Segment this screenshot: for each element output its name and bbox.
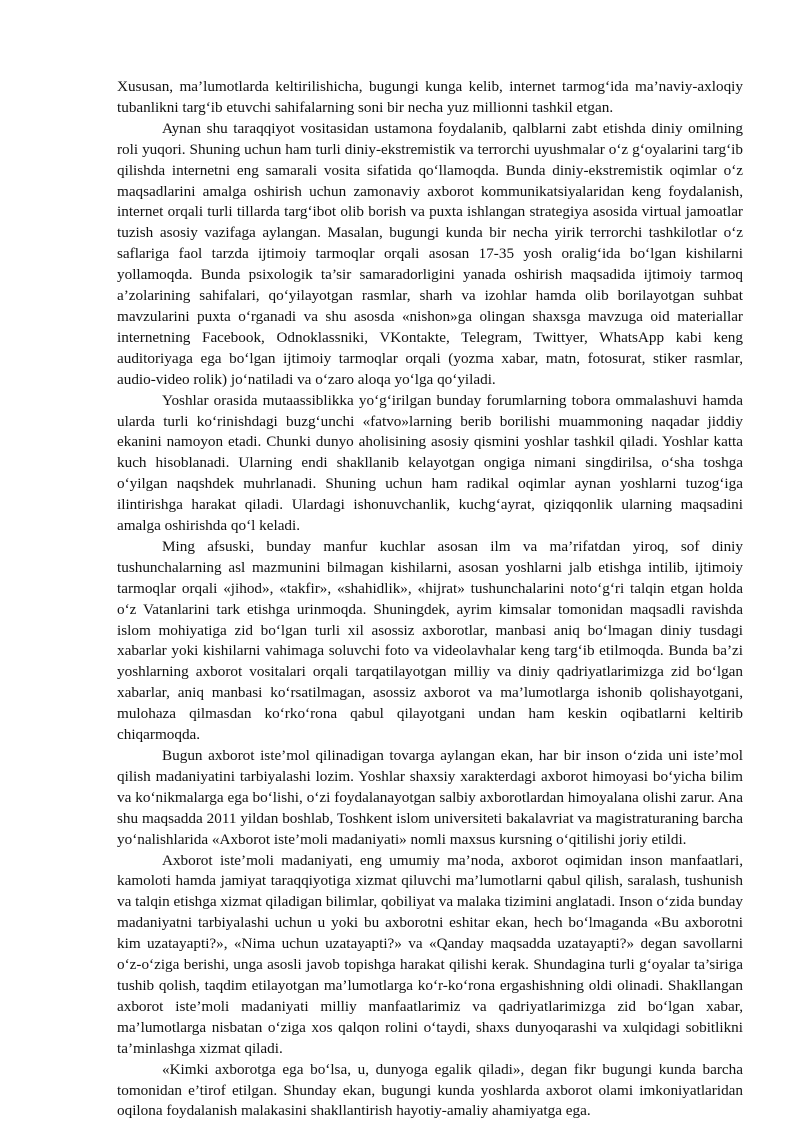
paragraph-2: Aynan shu taraqqiyot vositasidan ustamona foydalanib, qalblarni zabt etishda diniy omilning roli yuqori. Shuning uchun ham turli diniy-ekstremistik va terrorchi uyushmalar o‘z g‘oyalarini targ‘ib qilishda internetni eng samarali vosita sifatida qo‘llamoqda. Bunda diniy-ekstremistik oqimlar o‘z maqsadlarini amalga oshirish uchun zamonaviy axborot kommunikatsiyalaridan keng foydalanish, internet orqali turli tillarda targ‘ibot olib borish va puxta ishlangan strategiya asosida virtual jamoatlar tuzish asosiy vazifaga aylangan. Masalan, bugungi kunda bir necha yirik terrorchi tashkilotlar o‘z saflariga faol tarzda ijtimoiy tarmoqlar orqali asosan 17-35 yosh oralig‘ida bo‘lgan kishilarni yollamoqda. Bunda psixologik ta’sir samaradorligini yanada oshirish maqsadida ijtimoiy tarmoq a’zolarining sahifalari, qo‘yilayotgan rasmlar, sharh va izohlar hamda olib borilayotgan suhbat mavzularini puxta o‘rganadi va shu asosda «nishon»ga olingan shaxsga mavzuga oid materiallar internetning Facebook, Odnoklassniki, VKontakte, Telegram, Twittyer, WhatsApp kabi keng auditoriyaga ega bo‘lgan ijtimoiy tarmoqlar orqali (yozma xabar, matn, fotosurat, stiker rasmlar, audio-video rolik) jo‘natiladi va o‘zaro aloqa yo‘lga qo‘yiladi.	[117, 119, 743, 388]
paragraph-5: Bugun axborot iste’mol qilinadigan tovarga aylangan ekan, har bir inson o‘zida uni iste’mol qilish madaniyatini tarbiyalashi lozim. Yoshlar shaxsiy xarakterdagi axborot himoyasi bo‘yicha bilim va ko‘nikmalarga ega bo‘lishi, o‘zi foydalanayotgan salbiy axborotlardan himoyalana olishi zarur. Ana shu maqsadda 2011 yildan boshlab, Toshkent islom universiteti bakalavriat va magistraturaning barcha yo‘nalishlarida «Axborot iste’moli madaniyati» nomli maxsus kursning o‘qitilishi joriy etildi.	[117, 747, 743, 848]
paragraph-3: Yoshlar orasida mutaassiblikka yo‘g‘irilgan bunday forumlarning tobora ommalashuvi hamda ularda turli ko‘rinishdagi buzg‘unchi «fatvo»larning berib borilishi muammoning naqadar jiddiy ekanini namoyon etadi. Chunki dunyo aholisining asosiy qismini yoshlar tashkil qiladi. Yoshlar katta kuch hisoblanadi. Ularning endi shakllanib kelayotgan ongiga nimani singdirilsa, o‘sha toshga o‘yilgan naqshdek muhrlanadi. Shuning uchun ham radikal oqimlar aynan yoshlarni tuzog‘iga ilintirishga harakat qiladi. Ulardagi ishonuvchanlik, kuchg‘ayrat, qiziqqonlik ularning maqsadini amalga oshirishda qo‘l keladi.	[117, 391, 743, 535]
document-body	[117, 77, 743, 1122]
paragraph-1: Xususan, ma’lumotlarda keltirilishicha, bugungi kunga kelib, internet tarmog‘ida ma’naviy-axloqiy tubanlikni targ‘ib etuvchi sahifalarning soni bir necha yuz millionni tashkil etgan.	[117, 78, 743, 116]
paragraph-7: «Kimki axborotga ega bo‘lsa, u, dunyoga egalik qiladi», degan fikr bugungi kunda barcha tomonidan e’tirof etilgan. Shunday ekan, bugungi kunda yoshlarda axborot olami imkoniyatlaridan oqilona foydalanish malakasini shakllantirish hayotiy-amaliy ahamiyatga ega.	[117, 1060, 743, 1120]
paragraph-4: Ming afsuski, bunday manfur kuchlar asosan ilm va ma’rifatdan yiroq, sof diniy tushunchalarning asl mazmunini bilmagan kishilarni, asosan yoshlarni jalb etishga intilib, ijtimoiy tarmoqlar orqali «jihod», «takfir», «shahidlik», «hijrat» tushunchalarini noto‘g‘ri talqin etgan holda o‘z Vatanlarini tark etishga urinmoqda. Shuningdek, ayrim kimsalar tomonidan maqsadli ravishda islom mohiyatiga zid bo‘lgan turli xil asossiz axborotlar, manbasi aniq bo‘lmagan diniy tusdagi xabarlar yoki kishilarni vahimaga soluvchi foto va videolavhalar keng targ‘ib etilmoqda. Bunda ba’zi yoshlarning axborot vositalari orqali tarqatilayotgan milliy va diniy qadriyatlarimizga zid bo‘lgan xabarlar, aniq manbasi ko‘rsatilmagan, asossiz axborot va ma’lumotlarga ishonib qolishayotgani, mulohaza qilmasdan ko‘rko‘rona qabul qilayotgani undan ham keskin oqibatlarni keltirib chiqarmoqda.	[117, 537, 743, 744]
paragraph-6: Axborot iste’moli madaniyati, eng umumiy ma’noda, axborot oqimidan inson manfaatlari, kamoloti hamda jamiyat taraqqiyotiga xizmat qiluvchi ma’lumotlarni qabul qilish, saralash, tushunish va talqin etishga xizmat qiladigan bilimlar, qobiliyat va malaka tizimini anglatadi. Inson o‘zida bunday madaniyatni tarbiyalashi uchun u yoki bu axborotni eshitar ekan, hech bo‘lmaganda «Bu axborotni kim uzatayapti?», «Nima uchun uzatayapti?» va «Qanday maqsadda uzatayapti?» degan savollarni o‘z-o‘ziga berishi, unga asosli javob topishga harakat qilishi kerak. Shundagina turli g‘oyalar ta’siriga tushib qolish, taqdim etilayotgan ma’lumotlarga ko‘r-ko‘rona ergashishning oldi olinadi. Shakllangan axborot iste’moli madaniyati milliy manfaatlarimiz va qadriyatlarimizga zid bo‘lgan xabar, ma’lumotlarga nisbatan o‘ziga xos qalqon rolini o‘taydi, shaxs dunyoqarashi va xulqidagi sobitlikni ta’minlashga xizmat qiladi.	[117, 851, 743, 1057]
